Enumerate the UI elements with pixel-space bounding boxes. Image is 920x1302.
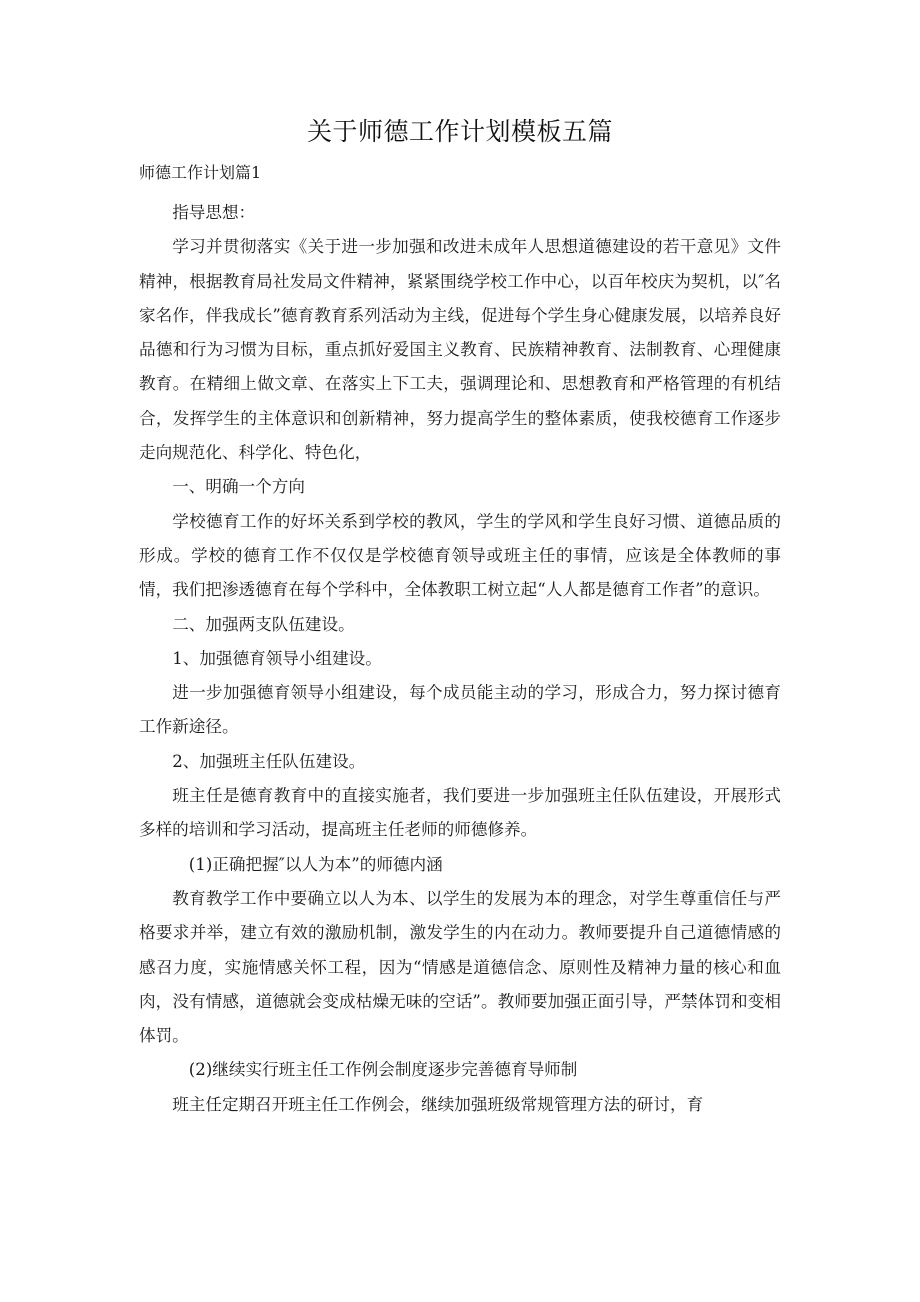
heading-meeting-system: (2)继续实行班主任工作例会制度逐步完善德育导师制	[188, 1060, 578, 1080]
paragraph-head-teachers: 班主任是德育教育中的直接实施者，我们要进一步加强班主任队伍建设，开展形式多样的培训和学习活动，提高班主任老师的师德修养。	[139, 786, 781, 840]
document-body	[139, 196, 781, 1122]
heading-head-teachers: 2、加强班主任队伍建设。	[172, 751, 366, 771]
heading-leadership-group: 1、加强德育领导小组建设。	[172, 648, 382, 668]
heading-two-teams: 二、加强两支队伍建设。	[172, 614, 355, 634]
paragraph-meeting-system: 班主任定期召开班主任工作例会，继续加强班级常规管理方法的研讨，育	[172, 1094, 704, 1114]
paragraph-one-direction: 学校德育工作的好坏关系到学校的教风，学生的学风和学生良好习惯、道德品质的形成。学校的德育工作不仅仅是学校德育领导或班主任的事情，应该是全体教师的事情，我们把渗透德育在每个学科中，全体教职工树立起“人人都是德育工作者”的意识。	[139, 511, 781, 600]
heading-one-direction: 一、明确一个方向	[172, 477, 305, 497]
paragraph-guiding-ideology-heading: 指导思想：	[172, 203, 256, 222]
paragraph-people-oriented: 教育教学工作中要确立以人为本、以学生的发展为本的理念，对学生尊重信任与严格要求并举，建立有效的激励机制，激发学生的内在动力。教师要提升自己道德情感的感召力度，实施情感关怀工程，因为“情感是道德信念、原则性及精神力量的核心和血肉，没有情感，道德就会变成枯燥无味的空话”。教师要加强正面引导，严禁体罚和变相体罚。	[139, 888, 781, 1046]
section-subtitle: 师德工作计划篇1	[139, 163, 262, 182]
paragraph-guiding-ideology: 学习并贯彻落实《关于进一步加强和改进未成年人思想道德建设的若干意见》文件精神，根据教育局社发局文件精神，紧紧围绕学校工作中心，以百年校庆为契机，以″名家名作，伴我成长”德育教育系列活动为主线，促进每个学生身心健康发展，以培养良好品德和行为习惯为目标，重点抓好爱国主义教育、民族精神教育、法制教育、心理健康教育。在精细上做文章、在落实上下工夫，强调理论和、思想教育和严格管理的有机结合，发挥学生的主体意识和创新精神，努力提高学生的整体素质，使我校德育工作逐步走向规范化、科学化、特色化，	[139, 237, 781, 463]
paragraph-leadership-group: 进一步加强德育领导小组建设，每个成员能主动的学习，形成合力，努力探讨德育工作新途径。	[139, 683, 781, 737]
heading-people-oriented: (1)正确把握″以人为本”的师德内涵	[188, 854, 443, 874]
document-title: 关于师德工作计划模板五篇	[306, 117, 613, 146]
